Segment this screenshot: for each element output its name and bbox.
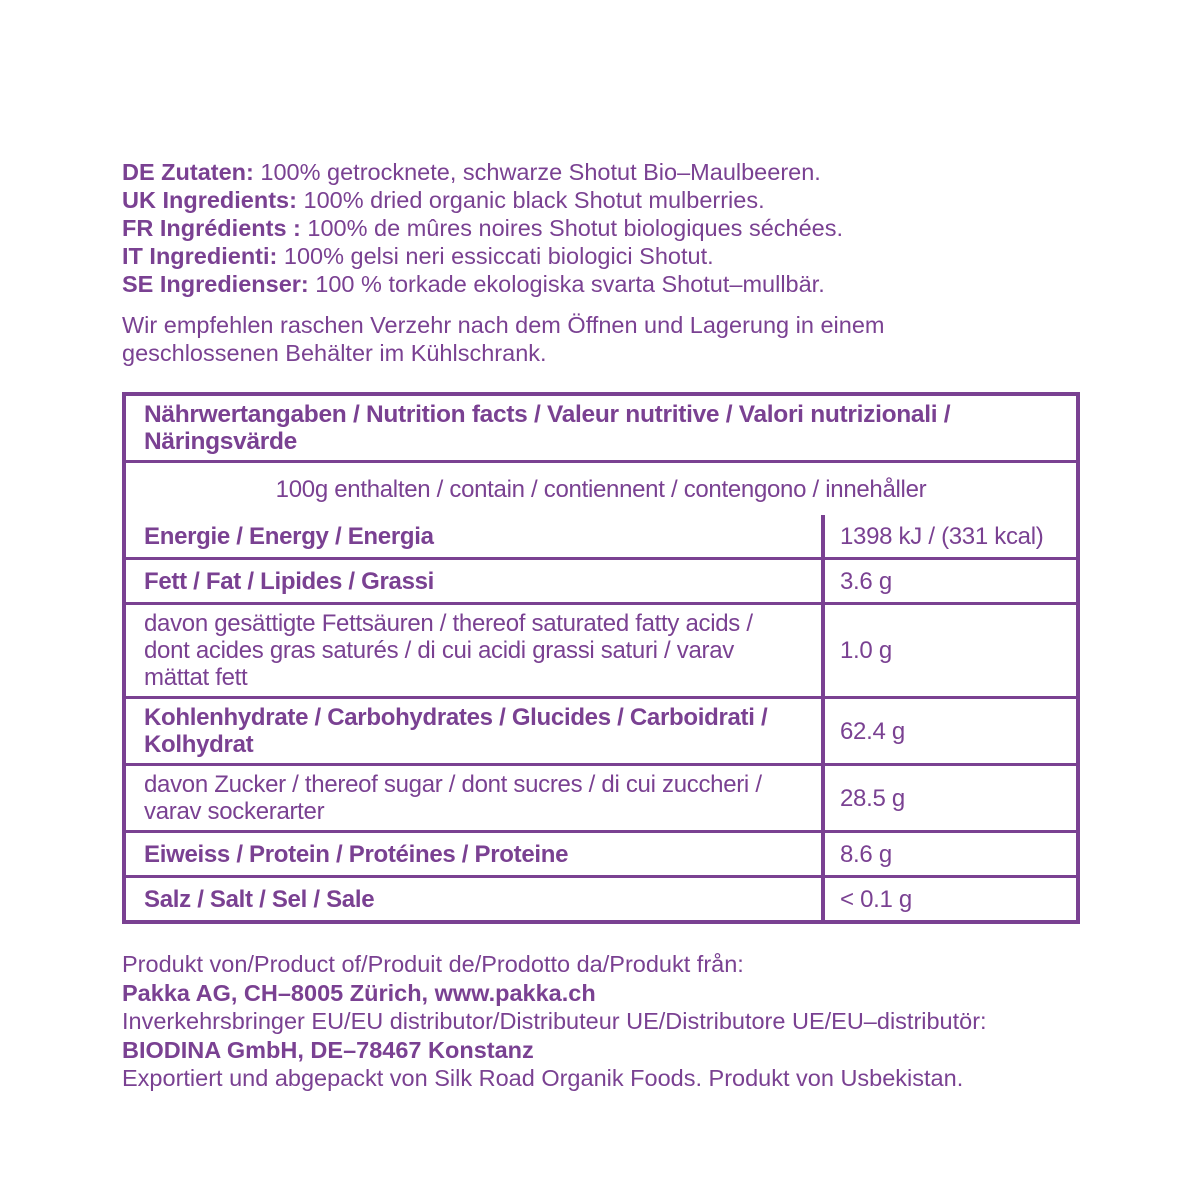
ingredient-line: [122, 186, 1080, 214]
nutrient-value: 1.0 g: [821, 605, 1076, 696]
nutrient-label: Energie / Energy / Energia: [144, 522, 434, 550]
nutrient-value: 3.6 g: [821, 560, 1076, 602]
nutrition-table-header: Nährwertangaben / Nutrition facts / Valeur nutritive / Valori nutrizionali / Näringsvärde: [144, 401, 951, 455]
nutrient-value: 1398 kJ / (331 kcal): [821, 515, 1076, 557]
nutrient-label: Fett / Fat / Lipides / Grassi: [144, 567, 435, 595]
ingredient-line: [122, 214, 1080, 242]
producer-info-line: Exportiert und abgepackt von Silk Road Organik Foods. Produkt von Usbekistan.: [122, 1065, 964, 1091]
ingredient-line: [122, 270, 1080, 298]
producer-info-line: Produkt von/Product of/Produit de/Prodotto da/Produkt från:: [122, 951, 744, 977]
nutrition-table-rows: [126, 515, 1076, 920]
nutrient-label: Eiweiss / Protein / Protéines / Proteine: [144, 840, 569, 868]
ingredient-text: 100% getrocknete, schwarze Shotut Bio–Maulbeeren.: [253, 159, 821, 185]
nutrient-value: 62.4 g: [821, 699, 1076, 763]
ingredient-text: 100% de mûres noires Shotut biologiques séchées.: [300, 215, 844, 241]
table-row: [126, 830, 1076, 875]
table-row: [126, 602, 1076, 696]
ingredient-line: [122, 158, 1080, 186]
ingredient-text: 100 % torkade ekologiska svarta Shotut–mullbär.: [308, 271, 825, 297]
storage-note: Wir empfehlen raschen Verzehr nach dem Öffnen und Lagerung in einem geschlossenen Behälter im Kühlschrank.: [122, 312, 885, 366]
ingredients-block: [122, 158, 1080, 298]
producer-info-block: [122, 950, 1080, 1093]
producer-info-line: Pakka AG, CH–8005 Zürich, www.pakka.ch: [122, 979, 596, 1006]
ingredient-language-prefix: FR Ingrédients :: [122, 215, 301, 241]
ingredient-language-prefix: DE Zutaten:: [122, 159, 254, 185]
ingredient-language-prefix: IT Ingredienti:: [122, 243, 278, 269]
nutrition-table-subheader: 100g enthalten / contain / contiennent / contengono / innehåller: [126, 460, 1076, 515]
table-row: [126, 515, 1076, 557]
nutrient-value: 28.5 g: [821, 766, 1076, 830]
table-row: [126, 875, 1076, 920]
table-row: [126, 763, 1076, 830]
ingredient-text: 100% dried organic black Shotut mulberries.: [296, 187, 765, 213]
nutrition-table: [122, 392, 1080, 924]
producer-info-line: Inverkehrsbringer EU/EU distributor/Distributeur UE/Distributore UE/EU–distributör:: [122, 1008, 987, 1034]
nutrient-label: Salz / Salt / Sel / Sale: [144, 885, 375, 913]
nutrient-label: davon Zucker / thereof sugar / dont sucres / di cui zuccheri / varav sockerarter: [144, 771, 762, 825]
table-row: [126, 696, 1076, 763]
ingredient-text: 100% gelsi neri essiccati biologici Shotut.: [277, 243, 714, 269]
ingredient-line: [122, 242, 1080, 270]
label-content: [122, 158, 1080, 1093]
ingredient-language-prefix: SE Ingredienser:: [122, 271, 309, 297]
nutrient-value: < 0.1 g: [821, 878, 1076, 920]
nutrient-label: davon gesättigte Fettsäuren / thereof saturated fatty acids / dont acides gras saturés / di cui acidi grassi saturi / varav mättat fett: [144, 610, 753, 691]
producer-info-line: BIODINA GmbH, DE–78467 Konstanz: [122, 1036, 534, 1063]
ingredient-language-prefix: UK Ingredients:: [122, 187, 297, 213]
table-row: [126, 557, 1076, 602]
nutrient-label: Kohlenhydrate / Carbohydrates / Glucides / Carboidrati / Kolhydrat: [144, 704, 768, 758]
nutrient-value: 8.6 g: [821, 833, 1076, 875]
